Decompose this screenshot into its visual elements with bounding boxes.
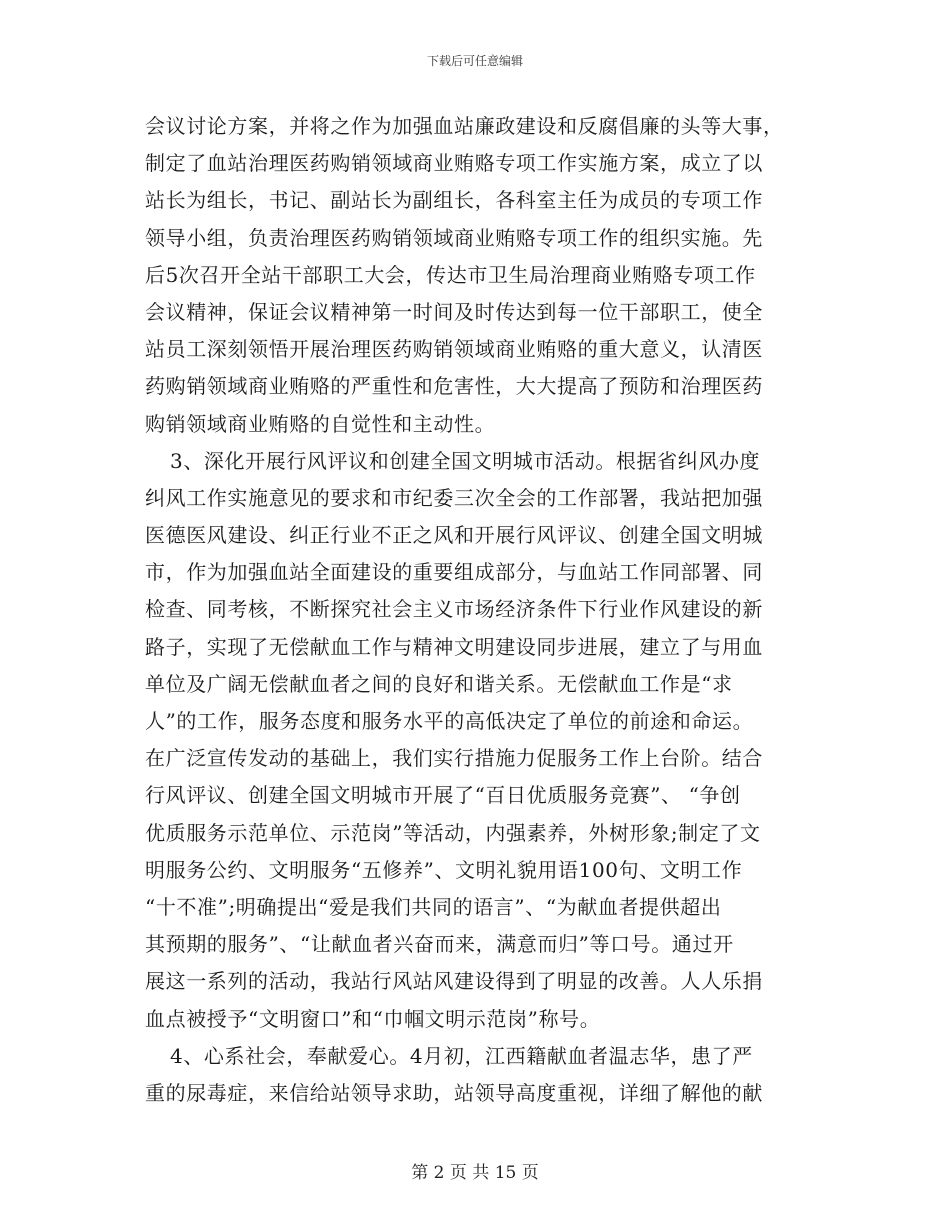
text-line: 明服务公约、文明服务“五修养”、文明礼貌用语100句、文明工作 bbox=[145, 857, 743, 882]
text-line: 3、深化开展行风评议和创建全国文明城市活动。根据省纠风办度 bbox=[170, 448, 761, 473]
text-line: 4、心系社会，奉献爱心。4月初，江西籍献血者温志华，患了严 bbox=[170, 1043, 753, 1068]
text-line: 展这一系列的活动，我站行风站风建设得到了明显的改善。人人乐捐 bbox=[145, 969, 763, 994]
text-line: 其预期的服务”、“让献血者兴奋而来，满意而归”等口号。通过开 bbox=[145, 932, 734, 957]
text-line: 医德医风建设、纠正行业不正之风和开展行风评议、创建全国文明城 bbox=[145, 523, 763, 548]
text-line: “十不准”;明确提出“爱是我们共同的语言”、“为献血者提供超出 bbox=[145, 894, 722, 919]
text-line: 人”的工作，服务态度和服务水平的高低决定了单位的前途和命运。 bbox=[145, 709, 754, 733]
text-line: 后5次召开全站干部职工大会，传达市卫生局治理商业贿赂专项工作 bbox=[145, 262, 756, 287]
text-line: 站员工深刻领悟开展治理医药购销领域商业贿赂的重大意义，认清医 bbox=[145, 337, 763, 362]
document-body bbox=[145, 108, 805, 1112]
text-line: 重的尿毒症，来信给站领导求助，站领导高度重视，详细了解他的献 bbox=[145, 1080, 763, 1105]
text-line: 药购销领域商业贿赂的严重性和危害性，大大提高了预防和治理医药 bbox=[145, 374, 763, 399]
page-footer: 第 2 页 共 15 页 bbox=[411, 1163, 539, 1183]
text-line: 检查、同考核，不断探究社会主义市场经济条件下行业作风建设的新 bbox=[145, 597, 763, 622]
text-line: 优质服务示范单位、示范岗”等活动，内强素养，外树形象;制定了文 bbox=[145, 820, 761, 845]
text-line: 单位及广阔无偿献血者之间的良好和谐关系。无偿献血工作是“求 bbox=[145, 671, 733, 696]
text-line: 站长为组长，书记、副站长为副组长，各科室主任为成员的专项工作 bbox=[145, 188, 763, 213]
paragraph bbox=[145, 1038, 805, 1112]
paragraph bbox=[145, 443, 805, 1038]
paragraph bbox=[145, 108, 805, 443]
page-header: 下载后可任意编辑 bbox=[426, 54, 523, 68]
text-line: 会议精神，保证会议精神第一时间及时传达到每一位干部职工，使全 bbox=[145, 299, 763, 324]
text-line: 行风评议、创建全国文明城市开展了“百日优质服务竞赛”、 “争创 bbox=[145, 783, 741, 808]
text-line: 血点被授予“文明窗口”和“巾帼文明示范岗”称号。 bbox=[145, 1006, 601, 1031]
text-line: 市，作为加强血站全面建设的重要组成部分，与血站工作同部署、同 bbox=[145, 560, 763, 585]
text-line: 路子，实现了无偿献血工作与精神文明建设同步进展，建立了与用血 bbox=[145, 634, 763, 659]
text-line: 购销领域商业贿赂的自觉性和主动性。 bbox=[145, 411, 496, 436]
text-line: 制定了血站治理医药购销领域商业贿赂专项工作实施方案，成立了以 bbox=[145, 151, 763, 176]
text-line: 会议讨论方案，并将之作为加强血站廉政建设和反腐倡廉的头等大事， bbox=[145, 114, 784, 138]
text-line: 领导小组，负责治理医药购销领域商业贿赂专项工作的组织实施。先 bbox=[145, 225, 763, 250]
text-line: 在广泛宣传发动的基础上，我们实行措施力促服务工作上台阶。结合 bbox=[145, 746, 763, 771]
text-line: 纠风工作实施意见的要求和市纪委三次全会的工作部署，我站把加强 bbox=[145, 485, 763, 510]
